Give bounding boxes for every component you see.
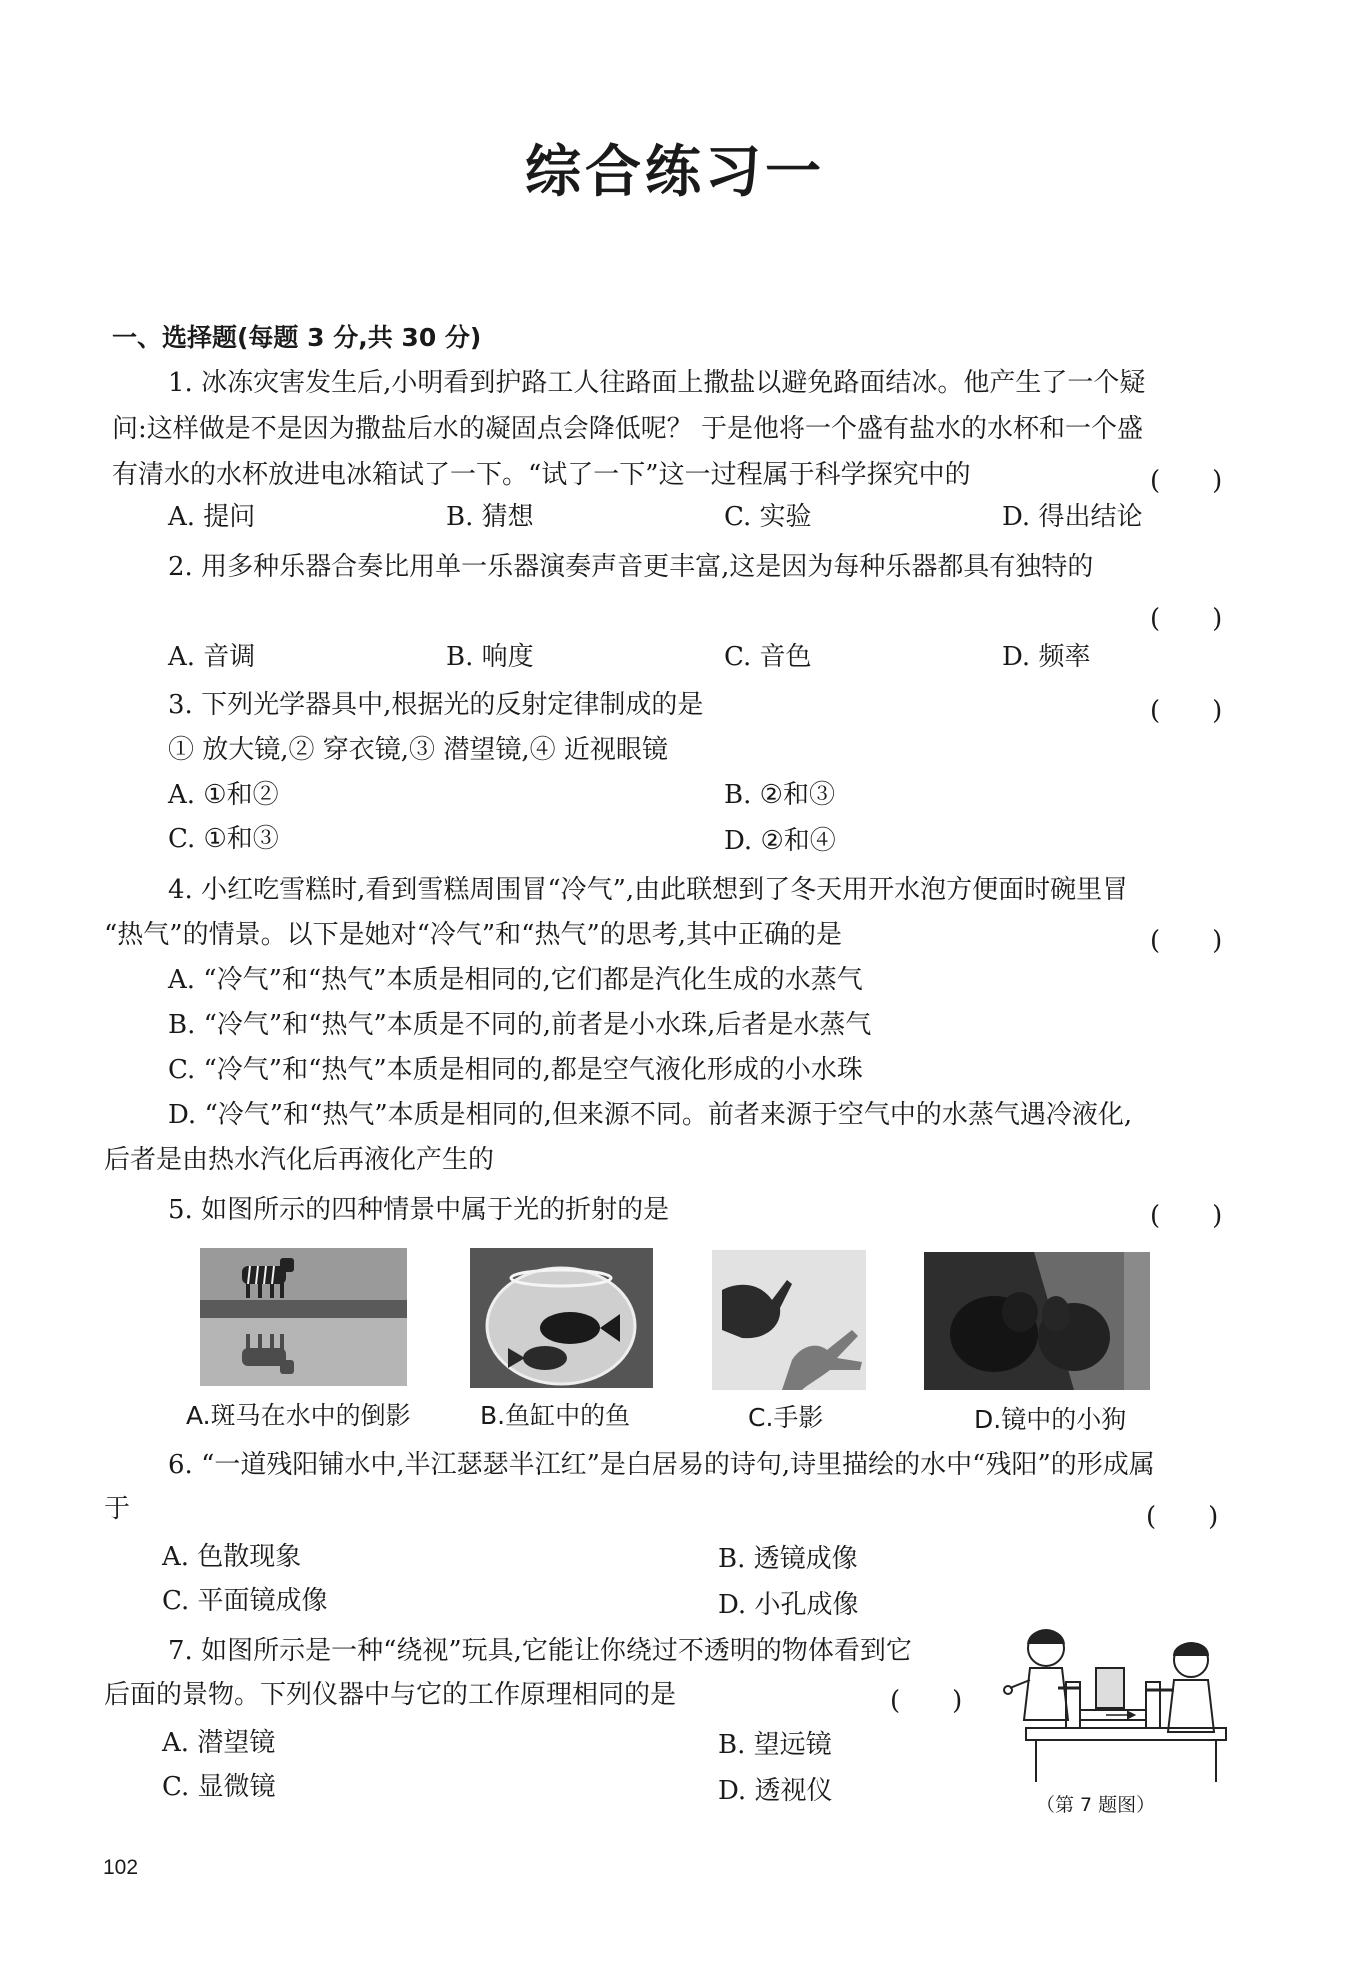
page-number: 102 xyxy=(103,1856,139,1879)
q1-option-b: B. 猜想 xyxy=(446,502,534,532)
photo-fish-bowl xyxy=(470,1248,653,1388)
photo-zebra-reflection xyxy=(200,1248,407,1386)
page-title: 综合练习一 xyxy=(525,140,825,205)
q6-option-a: A. 色散现象 xyxy=(162,1542,302,1572)
q6-line-1: 6. “一道残阳铺水中,半江瑟瑟半江红”是白居易的诗句,诗里描绘的水中“残阳”的形成属 xyxy=(168,1450,1155,1480)
q2-option-b: B. 响度 xyxy=(446,642,534,672)
q1-answer-paren: ( ) xyxy=(1150,466,1223,496)
q1-option-d: D. 得出结论 xyxy=(1002,502,1143,532)
q6-line-2: 于 xyxy=(104,1494,131,1524)
q5-caption-b: B.鱼缸中的鱼 xyxy=(480,1401,631,1430)
q6-answer-paren: ( ) xyxy=(1146,1502,1219,1532)
q4-option-a: A. “冷气”和“热气”本质是相同的,它们都是汽化生成的水蒸气 xyxy=(168,965,863,995)
q7-option-d: D. 透视仪 xyxy=(718,1776,833,1806)
q4-line-2: “热气”的情景。以下是她对“冷气”和“热气”的思考,其中正确的是 xyxy=(104,920,843,950)
q7-figure-caption: （第 7 题图） xyxy=(1036,1794,1156,1816)
q4-option-c: C. “冷气”和“热气”本质是相同的,都是空气液化形成的小水珠 xyxy=(168,1055,863,1085)
q1-line-2: 问:这样做是不是因为撒盐后水的凝固点会降低呢？ 于是他将一个盛有盐水的水杯和一个盛 xyxy=(112,414,1144,444)
fish-bowl-illustration xyxy=(470,1248,653,1388)
q3-option-c: C. ①和③ xyxy=(168,824,279,854)
hand-shadow-illustration xyxy=(712,1250,866,1390)
q4-line-1: 4. 小红吃雪糕时,看到雪糕周围冒“冷气”,由此联想到了冬天用开水泡方便面时碗里冒 xyxy=(168,875,1129,905)
q2-line-1: 2. 用多种乐器合奏比用单一乐器演奏声音更丰富,这是因为每种乐器都具有独特的 xyxy=(168,552,1094,582)
q5-caption-a: A.斑马在水中的倒影 xyxy=(186,1401,411,1430)
dog-mirror-illustration xyxy=(924,1252,1150,1390)
q2-answer-paren: ( ) xyxy=(1150,604,1223,634)
q3-line-1: 3. 下列光学器具中,根据光的反射定律制成的是 xyxy=(168,690,704,720)
zebra-reflection-illustration xyxy=(200,1248,407,1386)
photo-dog-mirror xyxy=(924,1252,1150,1390)
q3-answer-paren: ( ) xyxy=(1150,696,1223,726)
q4-answer-paren: ( ) xyxy=(1150,926,1223,956)
q3-option-a: A. ①和② xyxy=(168,780,279,810)
q2-option-d: D. 频率 xyxy=(1002,642,1091,672)
q4-option-d-cont: 后者是由热水汽化后再液化产生的 xyxy=(104,1145,495,1175)
q3-option-b: B. ②和③ xyxy=(724,780,835,810)
photo-hand-shadow xyxy=(712,1250,866,1390)
q7-option-c: C. 显微镜 xyxy=(162,1772,276,1802)
q2-option-c: C. 音色 xyxy=(724,642,812,672)
section-header: 一、选择题(每题 3 分,共 30 分) xyxy=(112,323,482,352)
q3-option-d: D. ②和④ xyxy=(724,826,836,856)
q7-periscope-toy-illustration xyxy=(996,1610,1236,1786)
q5-caption-c: C.手影 xyxy=(748,1403,824,1432)
q6-option-c: C. 平面镜成像 xyxy=(162,1586,328,1616)
q5-answer-paren: ( ) xyxy=(1150,1201,1223,1231)
q7-option-b: B. 望远镜 xyxy=(718,1730,832,1760)
q7-answer-paren: ( ) xyxy=(890,1686,963,1716)
q1-line-3: 有清水的水杯放进电冰箱试了一下。“试了一下”这一过程属于科学探究中的 xyxy=(112,460,971,490)
q3-line-2: ① 放大镜,② 穿衣镜,③ 潜望镜,④ 近视眼镜 xyxy=(168,735,668,765)
q1-option-a: A. 提问 xyxy=(168,502,256,532)
q4-option-b: B. “冷气”和“热气”本质是不同的,前者是小水珠,后者是水蒸气 xyxy=(168,1010,872,1040)
q2-option-a: A. 音调 xyxy=(168,642,256,672)
q7-option-a: A. 潜望镜 xyxy=(162,1728,276,1758)
q7-line-2: 后面的景物。下列仪器中与它的工作原理相同的是 xyxy=(104,1680,677,1710)
q4-option-d: D. “冷气”和“热气”本质是相同的,但来源不同。前者来源于空气中的水蒸气遇冷液化, xyxy=(168,1100,1133,1130)
q6-option-d: D. 小孔成像 xyxy=(718,1590,859,1620)
q5-line-1: 5. 如图所示的四种情景中属于光的折射的是 xyxy=(168,1195,670,1225)
q1-option-c: C. 实验 xyxy=(724,502,812,532)
q7-line-1: 7. 如图所示是一种“绕视”玩具,它能让你绕过不透明的物体看到它 xyxy=(168,1636,912,1666)
q5-caption-d: D.镜中的小狗 xyxy=(974,1405,1127,1434)
q1-line-1: 1. 冰冻灾害发生后,小明看到护路工人往路面上撒盐以避免路面结冰。他产生了一个疑 xyxy=(168,368,1146,398)
q6-option-b: B. 透镜成像 xyxy=(718,1544,858,1574)
